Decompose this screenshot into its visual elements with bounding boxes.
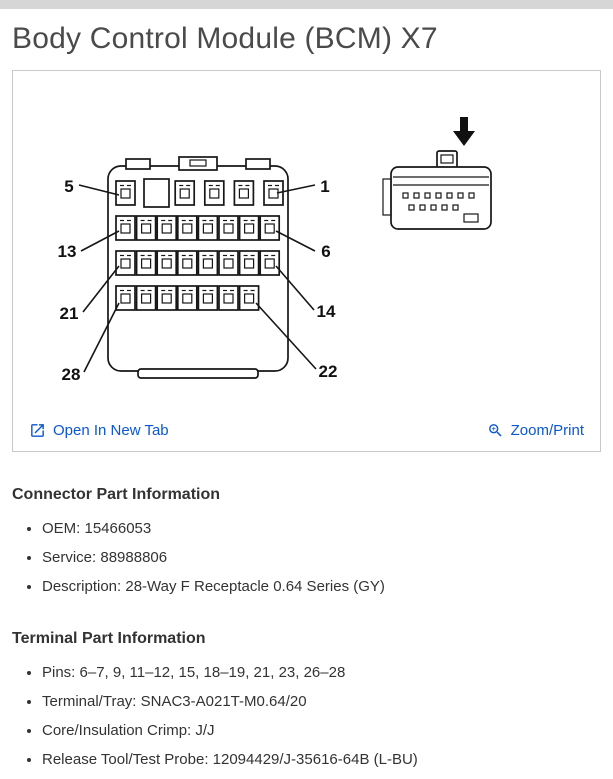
- terminal-info-list: [12, 664, 601, 769]
- part-information-content: [0, 486, 613, 769]
- zoom-print-label: Zoom/Print: [510, 422, 584, 439]
- keyway-blank: [144, 179, 169, 207]
- list-item-crimp: • Core/Insulation Crimp: J/J: [42, 722, 601, 741]
- zoom-in-icon: [487, 422, 504, 439]
- pin-label-14: 14: [316, 302, 336, 321]
- list-item-oem: • OEM: 15466053: [42, 520, 601, 539]
- open-in-new-tab-link[interactable]: [29, 422, 169, 439]
- list-item-pins: • Pins: 6–7, 9, 11–12, 15, 18–19, 21, 23, 26–28: [42, 664, 601, 683]
- connector-3d-view: [383, 117, 491, 229]
- pin-label-5: 5: [64, 177, 74, 196]
- down-arrow-icon: [453, 117, 475, 146]
- list-item-description: • Description: 28-Way F Receptacle 0.64 Series (GY): [42, 578, 601, 597]
- top-gray-strip: [0, 0, 613, 9]
- list-item-release-tool: • Release Tool/Test Probe: 12094429/J-35616-64B (L-BU): [42, 751, 601, 770]
- connector-diagram: [13, 81, 600, 413]
- pin-label-13: 13: [57, 242, 77, 261]
- open-in-new-tab-icon: [29, 422, 46, 439]
- terminal-info-heading: Terminal Part Information: [12, 630, 206, 648]
- connector-info-list: [12, 520, 601, 596]
- pin-label-1: 1: [320, 177, 330, 196]
- pin-grid: [116, 179, 283, 310]
- pin-label-6: 6: [321, 242, 331, 261]
- connector-front-view: [58, 157, 338, 384]
- connector-info-heading: Connector Part Information: [12, 486, 221, 503]
- list-item-terminal-tray: • Terminal/Tray: SNAC3-A021T-M0.64/20: [42, 693, 601, 712]
- zoom-print-link[interactable]: [487, 422, 584, 439]
- figure-link-bar: [13, 413, 600, 451]
- pin-label-21: 21: [59, 304, 79, 323]
- pin-leader-lines: [79, 185, 316, 372]
- open-in-new-tab-label: Open In New Tab: [53, 422, 169, 439]
- list-item-service: • Service: 88988806: [42, 549, 601, 568]
- pin-label-28: 28: [61, 365, 81, 384]
- page-title: Body Control Module (BCM) X7: [12, 22, 438, 55]
- connector-figure-panel: [12, 70, 601, 452]
- pin-label-22: 22: [318, 362, 338, 381]
